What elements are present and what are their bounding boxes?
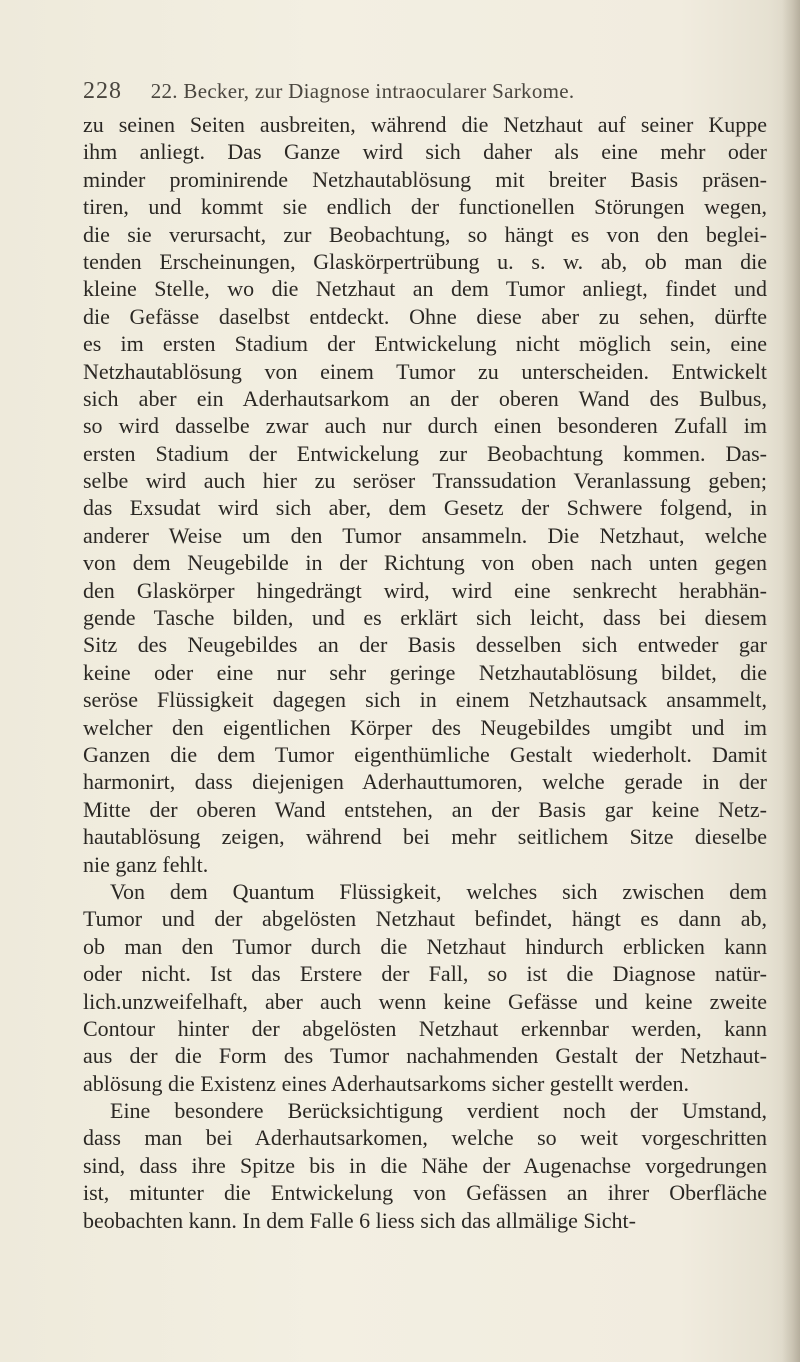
text-line: welcher den eigentlichen Körper des Neugebildes umgibt und im <box>83 714 767 740</box>
text-line: gende Tasche bilden, und es erklärt sich leicht, dass bei diesem <box>83 605 767 631</box>
text-line: Von dem Quantum Flüssigkeit, welches sich zwischen dem <box>110 878 767 904</box>
text-line: die sie verursacht, zur Beobachtung, so hängt es von den beglei- <box>83 221 767 247</box>
text-line: anderer Weise um den Tumor ansammeln. Die Netzhaut, welche <box>83 522 767 548</box>
text-line: das Exsudat wird sich aber, dem Gesetz der Schwere folgend, in <box>83 495 767 521</box>
text-line: Ganzen die dem Tumor eigenthümliche Gestalt wiederholt. Damit <box>83 741 767 767</box>
text-line: den Glaskörper hingedrängt wird, wird eine senkrecht herabhän- <box>83 577 767 603</box>
text-line: dass man bei Aderhautsarkomen, welche so weit vorgeschritten <box>83 1125 767 1151</box>
text-line: zu seinen Seiten ausbreiten, während die Netzhaut auf seiner Kuppe <box>83 112 767 137</box>
text-line: die Gefässe daselbst entdeckt. Ohne diese aber zu sehen, dürfte <box>83 303 767 329</box>
text-line: lich.unzweifelhaft, aber auch wenn keine Gefässe und keine zweite <box>83 988 767 1014</box>
running-title: 22. Becker, zur Diagnose intraocularer Sarkome. <box>150 79 575 103</box>
page-edge-shadow <box>782 0 800 1362</box>
text-line: tenden Erscheinungen, Glaskörpertrübung u. s. w. ab, ob man die <box>83 248 767 274</box>
text-line: so wird dasselbe zwar auch nur durch einen besonderen Zufall im <box>83 413 767 439</box>
text-line: ablösung die Existenz eines Aderhautsarkoms sicher gestellt werden. <box>83 1070 690 1096</box>
text-line: nie ganz fehlt. <box>83 851 209 877</box>
text-line: ob man den Tumor durch die Netzhaut hindurch erblicken kann <box>83 933 767 959</box>
text-line: ist, mitunter die Entwickelung von Gefässen an ihrer Oberfläche <box>83 1180 767 1206</box>
page-number: 228 <box>83 78 122 104</box>
text-line: Sitz des Neugebildes an der Basis desselben sich entweder gar <box>83 632 767 658</box>
text-line: seröse Flüssigkeit dagegen sich in einem Netzhautsack ansammelt, <box>83 687 767 713</box>
text-line: beobachten kann. In dem Falle 6 liess sich das allmälige Sicht- <box>83 1207 636 1233</box>
text-line: Mitte der oberen Wand entstehen, an der Basis gar keine Netz- <box>83 796 767 822</box>
text-line: aus der die Form des Tumor nachahmenden Gestalt der Netzhaut- <box>83 1043 767 1069</box>
text-line: harmonirt, dass diejenigen Aderhauttumoren, welche gerade in der <box>83 769 767 795</box>
text-line: oder nicht. Ist das Erstere der Fall, so ist die Diagnose natür- <box>83 961 767 987</box>
body-text <box>83 111 767 1234</box>
text-line: selbe wird auch hier zu seröser Transsudation Veranlassung geben; <box>83 468 767 494</box>
text-line: tiren, und kommt sie endlich der functionellen Störungen wegen, <box>83 194 767 220</box>
text-line: von dem Neugebilde in der Richtung von oben nach unten gegen <box>83 550 767 576</box>
text-line: sind, dass ihre Spitze bis in die Nähe der Augenachse vorgedrungen <box>83 1152 767 1178</box>
text-line: Contour hinter der abgelösten Netzhaut erkennbar werden, kann <box>83 1015 767 1041</box>
text-line: ihm anliegt. Das Ganze wird sich daher als eine mehr oder <box>83 139 767 165</box>
text-line: ersten Stadium der Entwickelung zur Beobachtung kommen. Das- <box>83 440 767 466</box>
text-line: sich aber ein Aderhautsarkom an der oberen Wand des Bulbus, <box>83 385 767 411</box>
text-line: minder prominirende Netzhautablösung mit breiter Basis präsen- <box>83 166 767 192</box>
text-line: Tumor und der abgelösten Netzhaut befindet, hängt es dann ab, <box>83 906 767 932</box>
text-line: es im ersten Stadium der Entwickelung nicht möglich sein, eine <box>83 331 767 357</box>
text-line: keine oder eine nur sehr geringe Netzhautablösung bildet, die <box>83 659 767 685</box>
running-head <box>83 78 763 108</box>
text-line: kleine Stelle, wo die Netzhaut an dem Tumor anliegt, findet und <box>83 276 767 302</box>
text-line: Eine besondere Berücksichtigung verdient noch der Umstand, <box>110 1098 767 1124</box>
text-line: hautablösung zeigen, während bei mehr seitlichem Sitze dieselbe <box>83 824 767 850</box>
text-line: Netzhautablösung von einem Tumor zu unterscheiden. Entwickelt <box>83 358 767 384</box>
